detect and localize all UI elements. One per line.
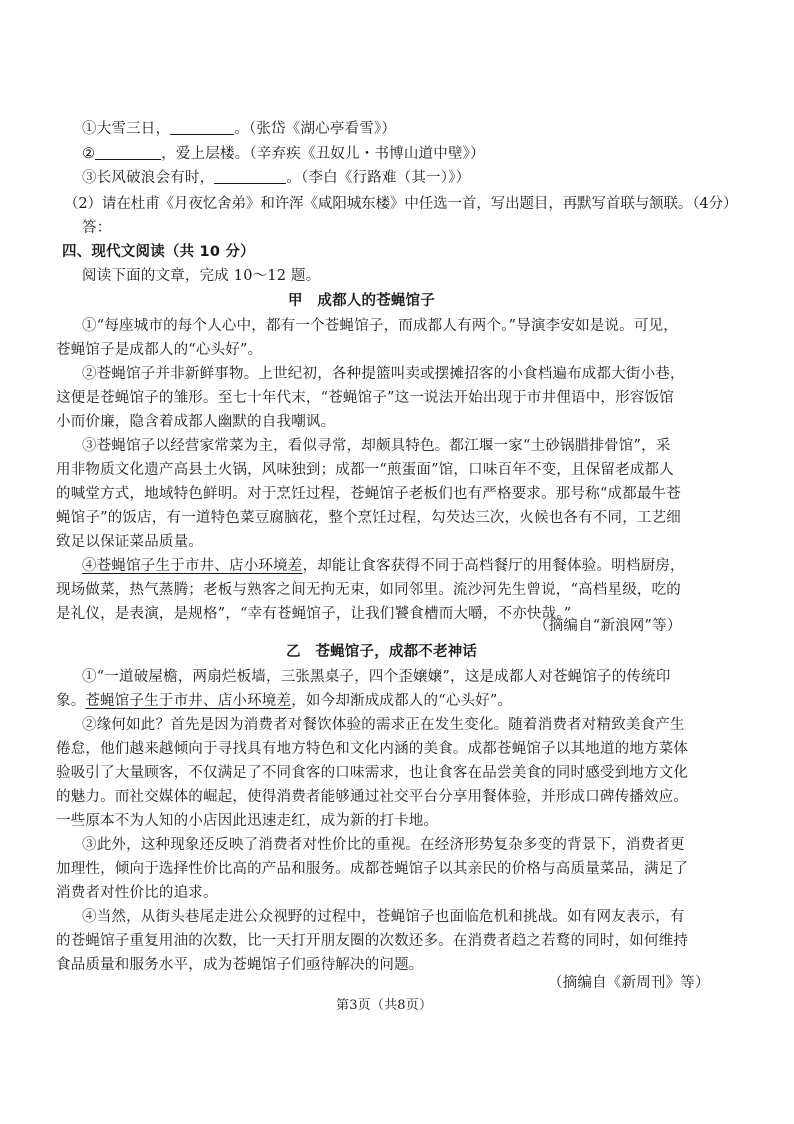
article-a-line: 的喊堂方式，地域特色鲜明。对于烹饪过程，苍蝇馆子老板们也有严格要求。那号称“成都最牛苍 bbox=[56, 486, 682, 502]
article-a-line: 这便是苍蝇馆子的雏形。至七十年代末，“苍蝇馆子”这一说法开始出现于市井俚语中，形容饭馆 bbox=[56, 390, 674, 406]
fill-in-item-2 bbox=[82, 144, 485, 164]
article-a-line: 蝇馆子”的饭店，有一道特色菜豆腐脑花，整个烹饪过程，勾芡达三次，火候也各有不同，工艺细 bbox=[56, 510, 682, 526]
section-heading: 四、现代文阅读（共 10 分） bbox=[62, 244, 255, 260]
article-a-line: 致足以保证菜品质量。 bbox=[56, 534, 203, 550]
underlined-phrase: ④苍蝇馆子生于市井、店小环境差 bbox=[82, 558, 303, 574]
article-b-line: 食品质量和服务水平，成为苍蝇馆子们亟待解决的问题。 bbox=[56, 957, 424, 973]
article-b-line: ②缘何如此？首先是因为消费者对餐饮体验的需求正在发生变化。随着消费者对精致美食产生 bbox=[82, 717, 685, 733]
page-number: 第3页（共8页） bbox=[336, 998, 433, 1013]
article-a-line: 苍蝇馆子是成都人的“心头好”。 bbox=[56, 342, 263, 358]
paragraph-4-rest: ，却能让食客获得不同于高档餐厅的用餐体验。明档厨房， bbox=[302, 558, 685, 574]
article-b-paragraph-1-end bbox=[56, 691, 512, 711]
question-2-answer-row bbox=[82, 218, 231, 238]
underlined-phrase: 苍蝇馆子生于市井、店小环境差 bbox=[85, 693, 292, 709]
article-a-line: 现场做菜，热气蒸腾；老板与熟客之间无拘无束，如同邻里。流沙河先生曾说，“高档星级，吃的 bbox=[56, 582, 682, 598]
article-b-source: （摘编自《新周刊》等） bbox=[548, 975, 710, 991]
article-a-title: 甲 成都人的苍蝇馆子 bbox=[288, 293, 435, 309]
fill-in-item-3-prefix: ③长风破浪会有时， bbox=[82, 170, 215, 186]
article-b-line: 的魅力。而社交媒体的崛起，使得消费者能够通过社交平台分享用餐体验，并形成口碑传播效应。 bbox=[56, 789, 689, 805]
article-b-title: 乙 苍蝇馆子，成都不老神话 bbox=[286, 644, 478, 660]
answer-blank[interactable] bbox=[95, 145, 161, 160]
article-b-line: ③此外，这种现象还反映了消费者对性价比的重视。在经济形势复杂多变的背景下，消费者更 bbox=[82, 837, 685, 853]
answer-area[interactable] bbox=[111, 220, 231, 234]
article-b-line: 加理性，倾向于选择性价比高的产品和服务。成都苍蝇馆子以其亲民的价格与高质量菜品，满足了 bbox=[56, 861, 689, 877]
article-a-paragraph-4 bbox=[82, 556, 685, 576]
fill-in-item-3 bbox=[82, 168, 470, 188]
article-a-line: ①“每座城市的每个人心中，都有一个苍蝇馆子，而成都人有两个。”导演李安如是说。可见， bbox=[82, 318, 678, 334]
article-a-line: ③苍蝇馆子以经营家常菜为主，看似寻常，却颇具特色。都江堰一家“土砂锅腊排骨馆”，采 bbox=[82, 438, 671, 454]
article-a-line: 小而价廉，隐含着成都人幽默的自我嘲讽。 bbox=[56, 414, 336, 430]
fill-in-item-1 bbox=[82, 119, 396, 139]
fill-in-item-1-suffix: 。（张岱《湖心亭看雪》） bbox=[234, 121, 397, 137]
article-a-line: 是礼仪，是表演，是规格”，“幸有苍蝇馆子，让我们饕食槽而大嚼，不亦快哉。” bbox=[56, 606, 572, 622]
article-b-line: ①“一道破屋檐，两扇烂板墙，三张黑桌子，四个歪嬢嬢”，这是成都人对苍蝇馆子的传统印 bbox=[82, 669, 671, 685]
answer-blank[interactable] bbox=[214, 169, 286, 184]
article-b-line: 倦怠，他们越来越倾向于寻找具有地方特色和文化内涵的美食。成都苍蝇馆子以其地道的地方菜体 bbox=[56, 741, 689, 757]
article-b-line: ④当然，从街头巷尾走进公众视野的过程中，苍蝇馆子也面临危机和挑战。如有网友表示，有 bbox=[82, 909, 685, 925]
article-a-line: 用非物质文化遗产高县土火锅，风味独到；成都一“煎蛋面”馆，口味百年不变，且保留老成都人 bbox=[56, 462, 674, 478]
fill-in-item-3-suffix: 。（李白《行路难（其一）》） bbox=[286, 170, 471, 186]
fill-in-item-2-suffix: ，爱上层楼。（辛弃疾《丑奴儿・书博山道中壁》） bbox=[161, 146, 485, 162]
fill-in-item-2-prefix: ② bbox=[82, 146, 96, 162]
article-b-line: 消费者对性价比的追求。 bbox=[56, 885, 218, 901]
article-a-source: （摘编自“新浪网”等） bbox=[534, 618, 682, 634]
section-instruction: 阅读下面的文章，完成 10～12 题。 bbox=[82, 268, 321, 284]
answer-label: 答： bbox=[82, 220, 112, 236]
article-b-line: 一些原本不为人知的小店因此迅速走红，成为新的打卡地。 bbox=[56, 813, 439, 829]
article-a-line: ②苍蝇馆子并非新鲜事物。上世纪初，各种提篮叫卖或摆摊招客的小食档遍布成都大街小巷， bbox=[82, 366, 685, 382]
paragraph-1-pre: 象。 bbox=[56, 693, 86, 709]
fill-in-item-1-prefix: ①大雪三日， bbox=[82, 121, 171, 137]
answer-blank[interactable] bbox=[170, 120, 234, 135]
article-b-line: 的苍蝇馆子重复用油的次数，比一天打开朋友圈的次数还多。在消费者趋之若鹜的同时，如何维持 bbox=[56, 933, 689, 949]
question-2-prompt: （2）请在杜甫《月夜忆舍弟》和许浑《咸阳城东楼》中任选一首，写出题目，再默写首联与颔联。（4分） bbox=[64, 196, 738, 212]
article-b-line: 验吸引了大量顾客，不仅满足了不同食客的口味需求，也让食客在品尝美食的同时感受到地方文化 bbox=[56, 765, 689, 781]
paragraph-1-post: ，如今却渐成成都人的“心头好”。 bbox=[291, 693, 513, 709]
